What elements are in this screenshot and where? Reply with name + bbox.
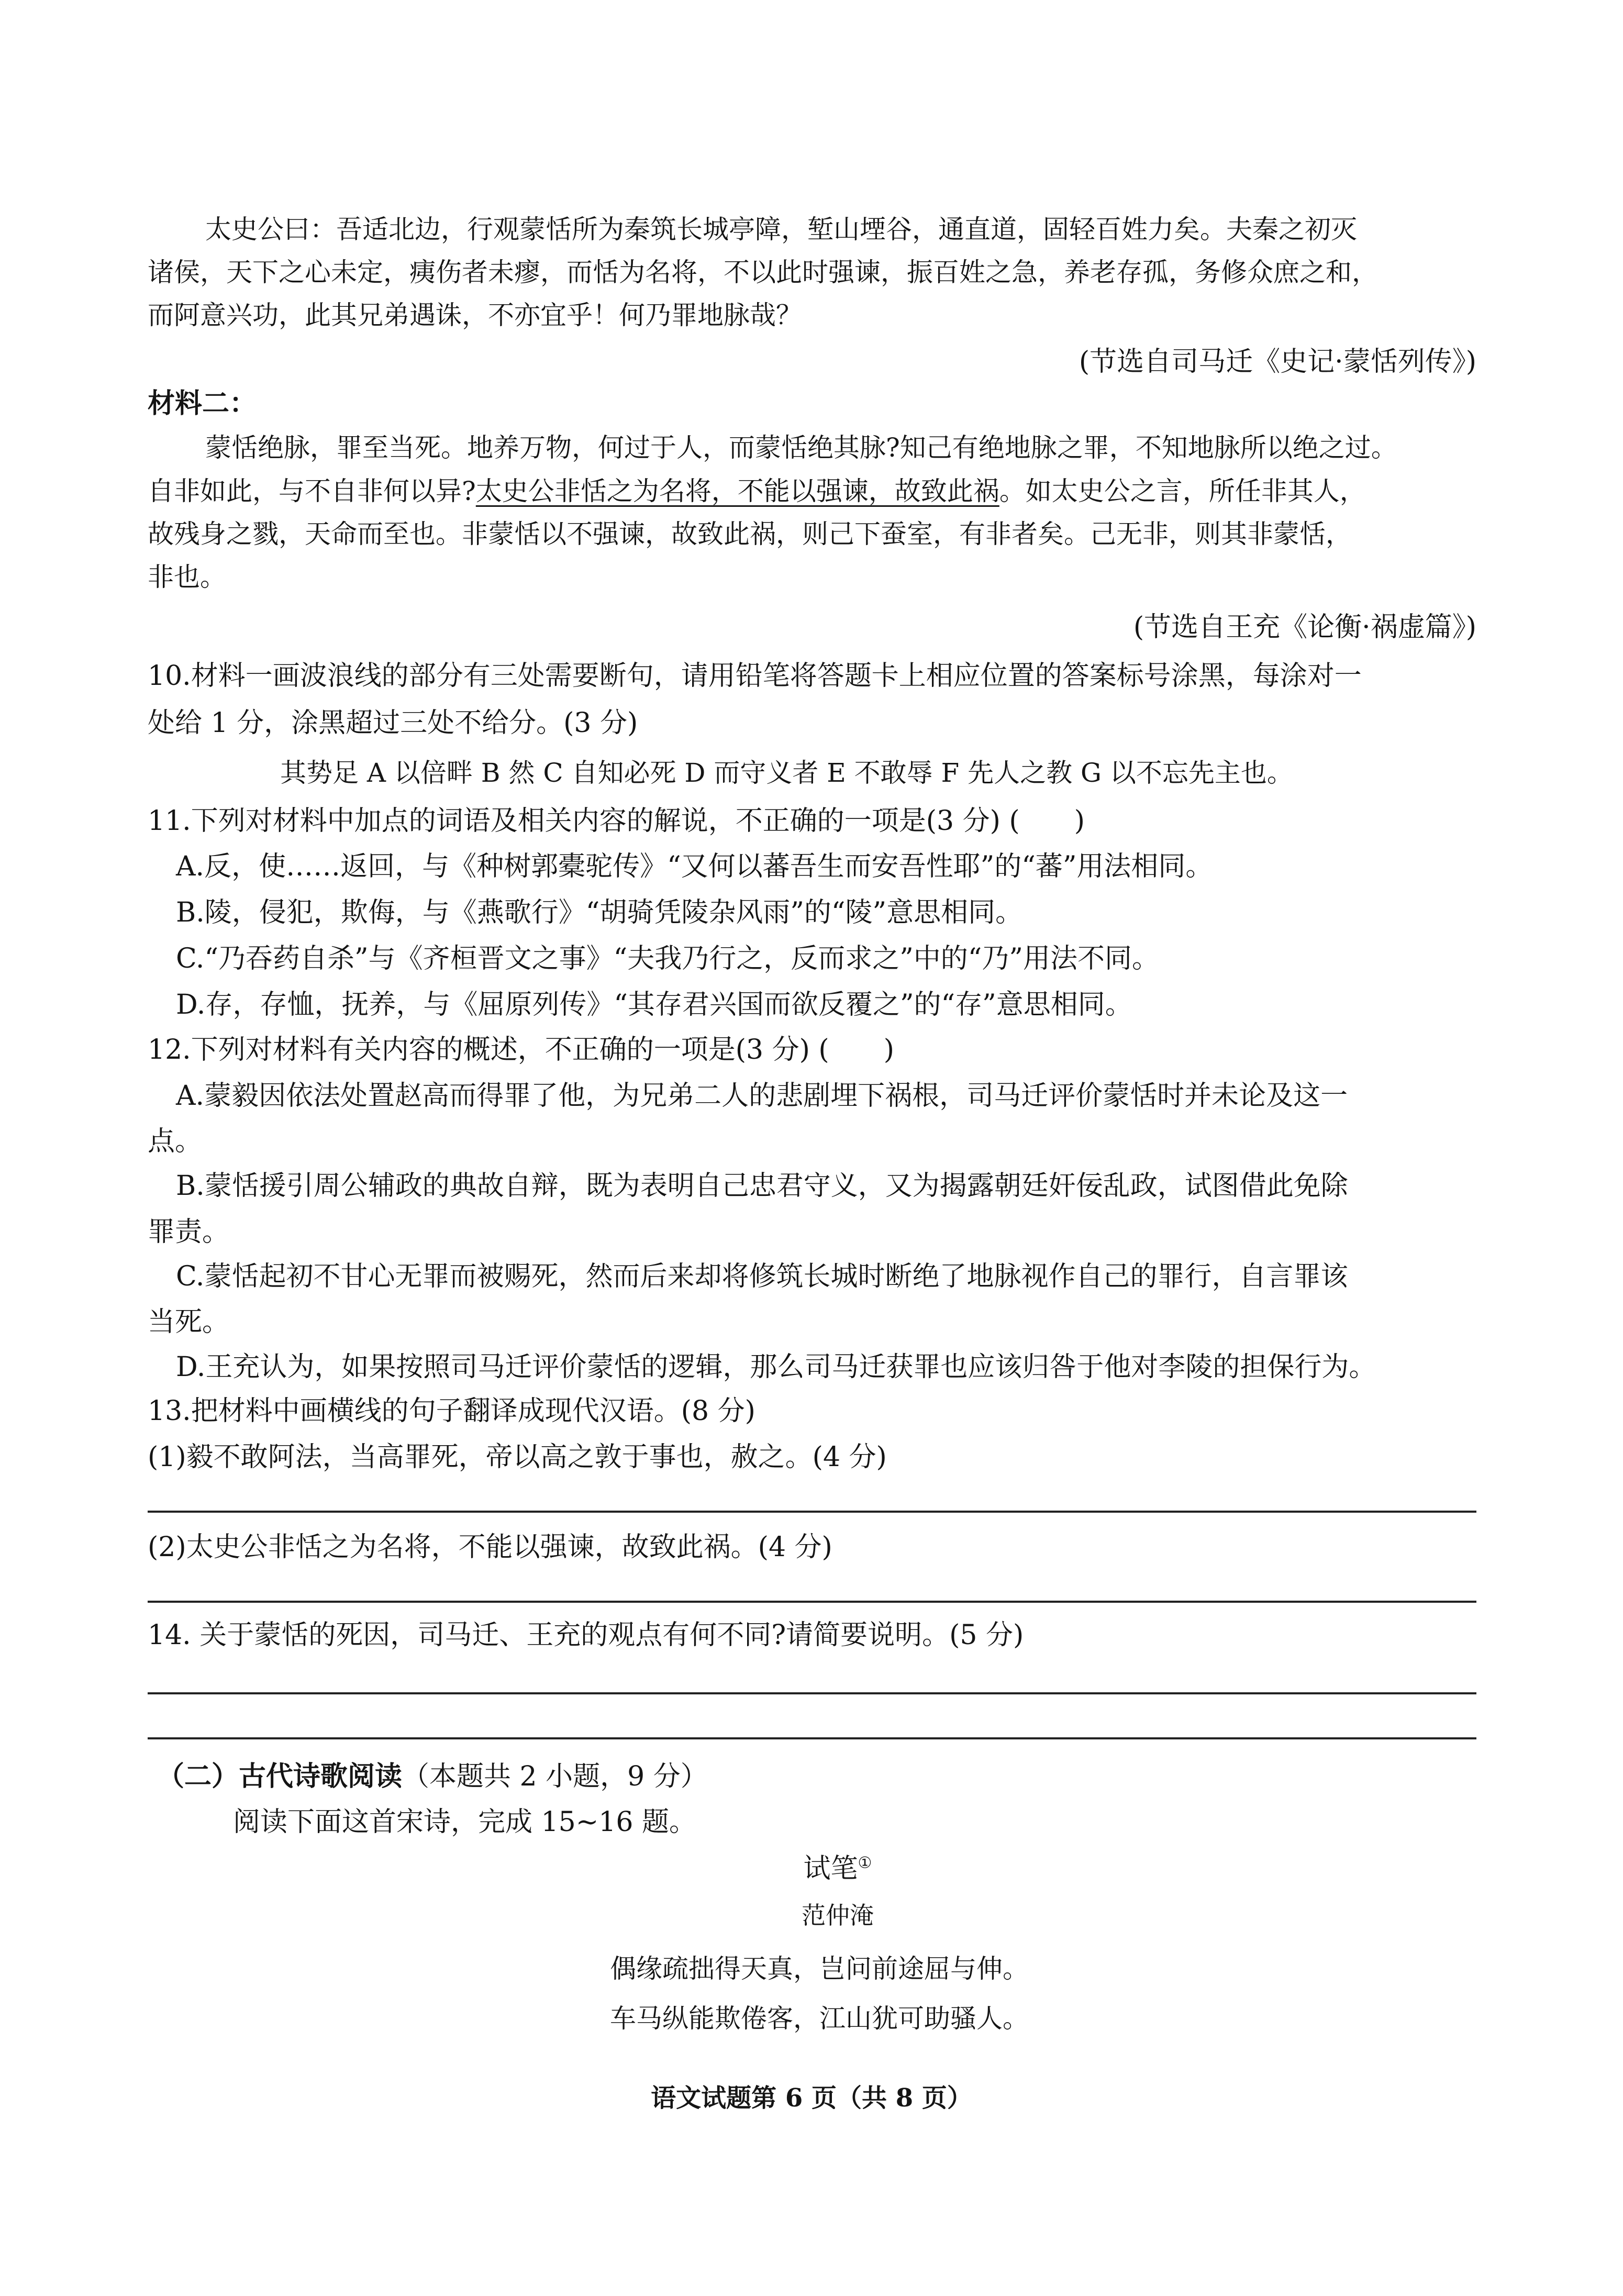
poem-author: 范仲淹 [802, 1901, 874, 1929]
q12-option-a-line1: A.蒙毅因依法处置赵高而得罪了他，为兄弟二人的悲剧埋下祸根，司马迁评价蒙恬时并未论及这一 [176, 1080, 1348, 1112]
poem-title: 试笔 [803, 1853, 858, 1884]
poem-line-1: 偶缘疏拙得天真，岂问前途屈与伸。 [610, 1954, 1029, 1984]
q12-option-d: D.王充认为，如果按照司马迁评价蒙恬的逻辑，那么司马迁获罪也应该归咎于他对李陵的担保行为。 [176, 1351, 1376, 1383]
material2-heading: 材料二： [148, 387, 257, 419]
q11-option-b: B.陵，侵犯，欺侮，与《燕歌行》“胡骑凭陵杂风雨”的“陵”意思相同。 [176, 897, 1023, 928]
material2-line1: 蒙恬绝脉，罪至当死。地养万物，何过于人，而蒙恬绝其脉?知己有绝地脉之罪，不知地脉所以绝之过。 [205, 432, 1397, 463]
q10-options: 其势足 A 以倍畔 B 然 C 自知必死 D 而守义者 E 不敢辱 F 先人之教 G 以不忘先主也。 [280, 758, 1293, 788]
q12-option-b-line1: B.蒙恬援引周公辅政的典故自辩，既为表明自己忠君守义，又为揭露朝廷奸佞乱政，试图借此免除 [176, 1170, 1348, 1202]
q13-stem: 13.把材料中画横线的句子翻译成现代汉语。(8 分) [148, 1395, 755, 1427]
q13-sentence-2: (2)太史公非恬之为名将，不能以强谏，故致此祸。(4 分) [148, 1532, 832, 1563]
q12-option-c-line1: C.蒙恬起初不甘心无罪而被赐死，然而后来却将修筑长城时断绝了地脉视作自己的罪行，自言罪该 [176, 1261, 1348, 1292]
material1-line2: 诸侯，天下之心未定，痍伤者未瘳，而恬为名将，不以此时强谏，振百姓之急，养老存孤，务修众庶之和， [148, 257, 1378, 287]
q10-line2: 处给 1 分，涂黑超过三处不给分。(3 分) [148, 707, 638, 739]
section2-intro: 阅读下面这首宋诗，完成 15~16 题。 [233, 1806, 696, 1838]
material2-line2-post: 。如太史公之言，所任非其人， [999, 476, 1366, 506]
q13-sentence-1: (1)毅不敢阿法，当高罪死，帝以高之敦于事也，赦之。(4 分) [148, 1441, 887, 1473]
q11-option-a: A.反，使……返回，与《种树郭橐驼传》“又何以蕃吾生而安吾性耶”的“蕃”用法相同。 [176, 851, 1213, 882]
q11-option-c: C.“乃吞药自杀”与《齐桓晋文之事》“夫我乃行之，反而求之”中的“乃”用法不同。 [176, 943, 1159, 974]
poem-footnote-mark: ① [858, 1854, 872, 1872]
q12-stem: 12.下列对材料有关内容的概述，不正确的一项是(3 分) ( ) [148, 1034, 894, 1066]
q10-line1: 10.材料一画波浪线的部分有三处需要断句，请用铅笔将答题卡上相应位置的答案标号涂黑，每涂对一 [148, 660, 1362, 692]
q13-answer-line-1[interactable] [148, 1511, 1476, 1513]
q14-stem: 14. 关于蒙恬的死因，司马迁、王充的观点有何不同?请简要说明。(5 分) [148, 1620, 1024, 1651]
underlined-sentence: 太史公非恬之为名将，不能以强谏，故致此祸 [475, 476, 999, 506]
material2-line2 [148, 470, 1366, 508]
section2-heading: （二）古代诗歌阅读 [157, 1760, 403, 1792]
q12-option-b-line2: 罪责。 [148, 1216, 230, 1248]
q11-stem: 11.下列对材料中加点的词语及相关内容的解说，不正确的一项是(3 分) ( ) [148, 805, 1085, 837]
material1-source: (节选自司马迁《史记·蒙恬列传》) [1079, 346, 1476, 378]
material1-line1: 太史公曰：吾适北边，行观蒙恬所为秦筑长城亭障，堑山堙谷，通直道，固轻百姓力矣。夫秦之初灭 [205, 214, 1357, 245]
material2-line2-pre: 自非如此，与不自非何以异? [148, 476, 476, 506]
material2-line3: 故残身之戮，天命而至也。非蒙恬以不强谏，故致此祸，则己下蚕室，有非者矣。己无非，则其非蒙恬， [148, 519, 1352, 549]
page-footer: 语文试题第 6 页（共 8 页） [651, 2083, 972, 2113]
q12-option-c-line2: 当死。 [148, 1306, 230, 1338]
q14-answer-line-2[interactable] [148, 1737, 1476, 1739]
q12-option-a-line2: 点。 [148, 1126, 203, 1157]
q11-option-d: D.存，存恤，抚养，与《屈原列传》“其存君兴国而欲反覆之”的“存”意思相同。 [176, 989, 1132, 1021]
q14-answer-line-1[interactable] [148, 1692, 1476, 1694]
section2-heading-note: （本题共 2 小题，9 分） [402, 1761, 708, 1792]
material2-line4: 非也。 [148, 562, 226, 592]
q13-answer-line-2[interactable] [148, 1601, 1476, 1603]
material2-source: (节选自王充《论衡·祸虚篇》) [1133, 612, 1476, 643]
material1-line3: 而阿意兴功，此其兄弟遇诛，不亦宜乎！何乃罪地脉哉？ [148, 300, 802, 330]
section2-heading-row [157, 1754, 708, 1793]
poem-title-row [733, 1846, 942, 1885]
poem-line-2: 车马纵能欺倦客，江山犹可助骚人。 [610, 2003, 1029, 2034]
